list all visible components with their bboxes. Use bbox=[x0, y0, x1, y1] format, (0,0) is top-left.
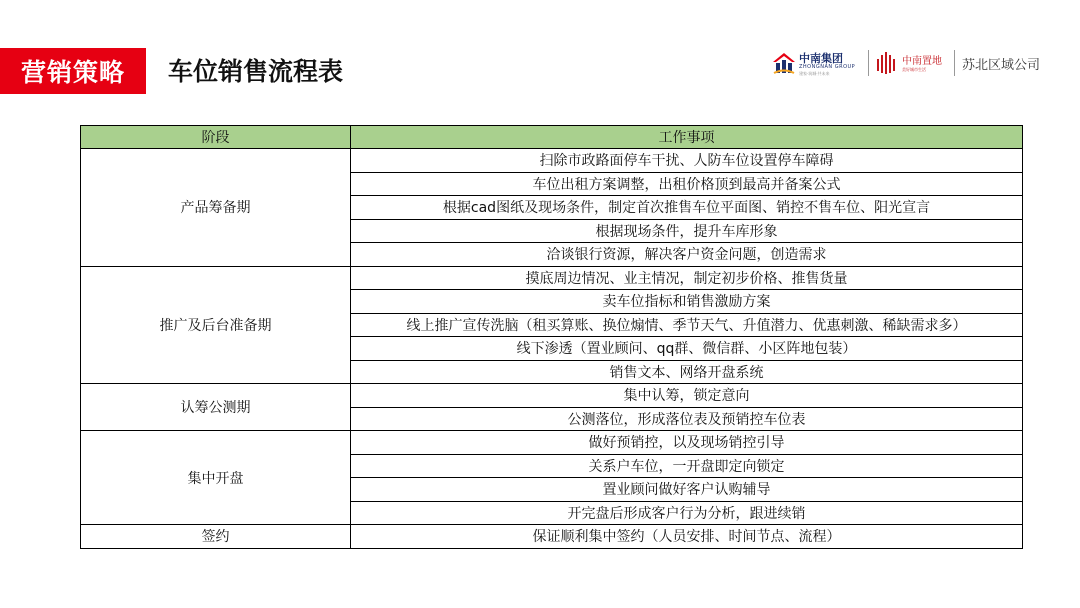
logo-primary-name: 中南集团 bbox=[799, 52, 843, 65]
logo-secondary-name: 中南置地 bbox=[902, 56, 942, 67]
stage-cell: 签约 bbox=[81, 525, 351, 549]
task-cell: 公测落位，形成落位表及预销控车位表 bbox=[351, 407, 1023, 431]
page-title: 车位销售流程表 bbox=[168, 57, 344, 86]
table-row bbox=[81, 384, 1023, 408]
task-cell: 根据现场条件，提升车库形象 bbox=[351, 219, 1023, 243]
zhongnan-house-icon bbox=[772, 51, 796, 75]
task-cell: 根据cad图纸及现场条件，制定首次推售车位平面图、销控不售车位、阳光宣言 bbox=[351, 196, 1023, 220]
table-row bbox=[81, 431, 1023, 455]
zhongnan-group-logo bbox=[772, 47, 862, 77]
logo-primary-en: ZHONGNAN GROUP bbox=[799, 64, 856, 70]
logo-divider bbox=[868, 50, 869, 76]
task-cell: 销售文本、网络开盘系统 bbox=[351, 360, 1023, 384]
task-cell: 做好预销控，以及现场销控引导 bbox=[351, 431, 1023, 455]
section-tag: 营销策略 bbox=[0, 48, 146, 94]
logo-secondary-slogan: 美好城市生活 bbox=[902, 67, 926, 72]
task-cell: 开完盘后形成客户行为分析，跟进续销 bbox=[351, 501, 1023, 525]
task-cell: 保证顺利集中签约（人员安排、时间节点、流程） bbox=[351, 525, 1023, 549]
stage-cell: 推广及后台准备期 bbox=[81, 266, 351, 384]
logo-area bbox=[772, 44, 1072, 80]
task-cell: 线上推广宣传洗脑（租买算账、换位煽情、季节天气、升值潜力、优惠刺激、稀缺需求多） bbox=[351, 313, 1023, 337]
task-cell: 摸底周边情况、业主情况，制定初步价格、推售货量 bbox=[351, 266, 1023, 290]
task-cell: 车位出租方案调整，出租价格顶到最高并备案公式 bbox=[351, 172, 1023, 196]
task-cell: 置业顾问做好客户认购辅导 bbox=[351, 478, 1023, 502]
stage-cell: 集中开盘 bbox=[81, 431, 351, 525]
task-cell: 线下渗透（置业顾问、qq群、微信群、小区阵地包装） bbox=[351, 337, 1023, 361]
table-row bbox=[81, 149, 1023, 173]
table-row bbox=[81, 525, 1023, 549]
task-cell: 洽谈银行资源，解决客户资金问题，创造需求 bbox=[351, 243, 1023, 267]
stage-cell: 认筹公测期 bbox=[81, 384, 351, 431]
task-cell: 集中认筹，锁定意向 bbox=[351, 384, 1023, 408]
table-header-row bbox=[81, 126, 1023, 149]
logo-primary-slogan: 建家·筑城·共未来 bbox=[799, 71, 830, 76]
table-row bbox=[81, 266, 1023, 290]
zhongnan-bars-icon bbox=[876, 51, 898, 75]
task-cell: 卖车位指标和销售激励方案 bbox=[351, 290, 1023, 314]
zhongnan-land-logo bbox=[876, 47, 956, 77]
stage-cell: 产品筹备期 bbox=[81, 149, 351, 267]
header-tasks: 工作事项 bbox=[351, 126, 1023, 149]
task-cell: 扫除市政路面停车干扰、人防车位设置停车障碍 bbox=[351, 149, 1023, 173]
header-stage: 阶段 bbox=[81, 126, 351, 149]
logo-divider bbox=[954, 50, 955, 76]
task-cell: 关系户车位，一开盘即定向锁定 bbox=[351, 454, 1023, 478]
sales-process-table bbox=[80, 125, 1023, 549]
table-body bbox=[81, 149, 1023, 549]
region-name: 苏北区域公司 bbox=[962, 58, 1041, 73]
